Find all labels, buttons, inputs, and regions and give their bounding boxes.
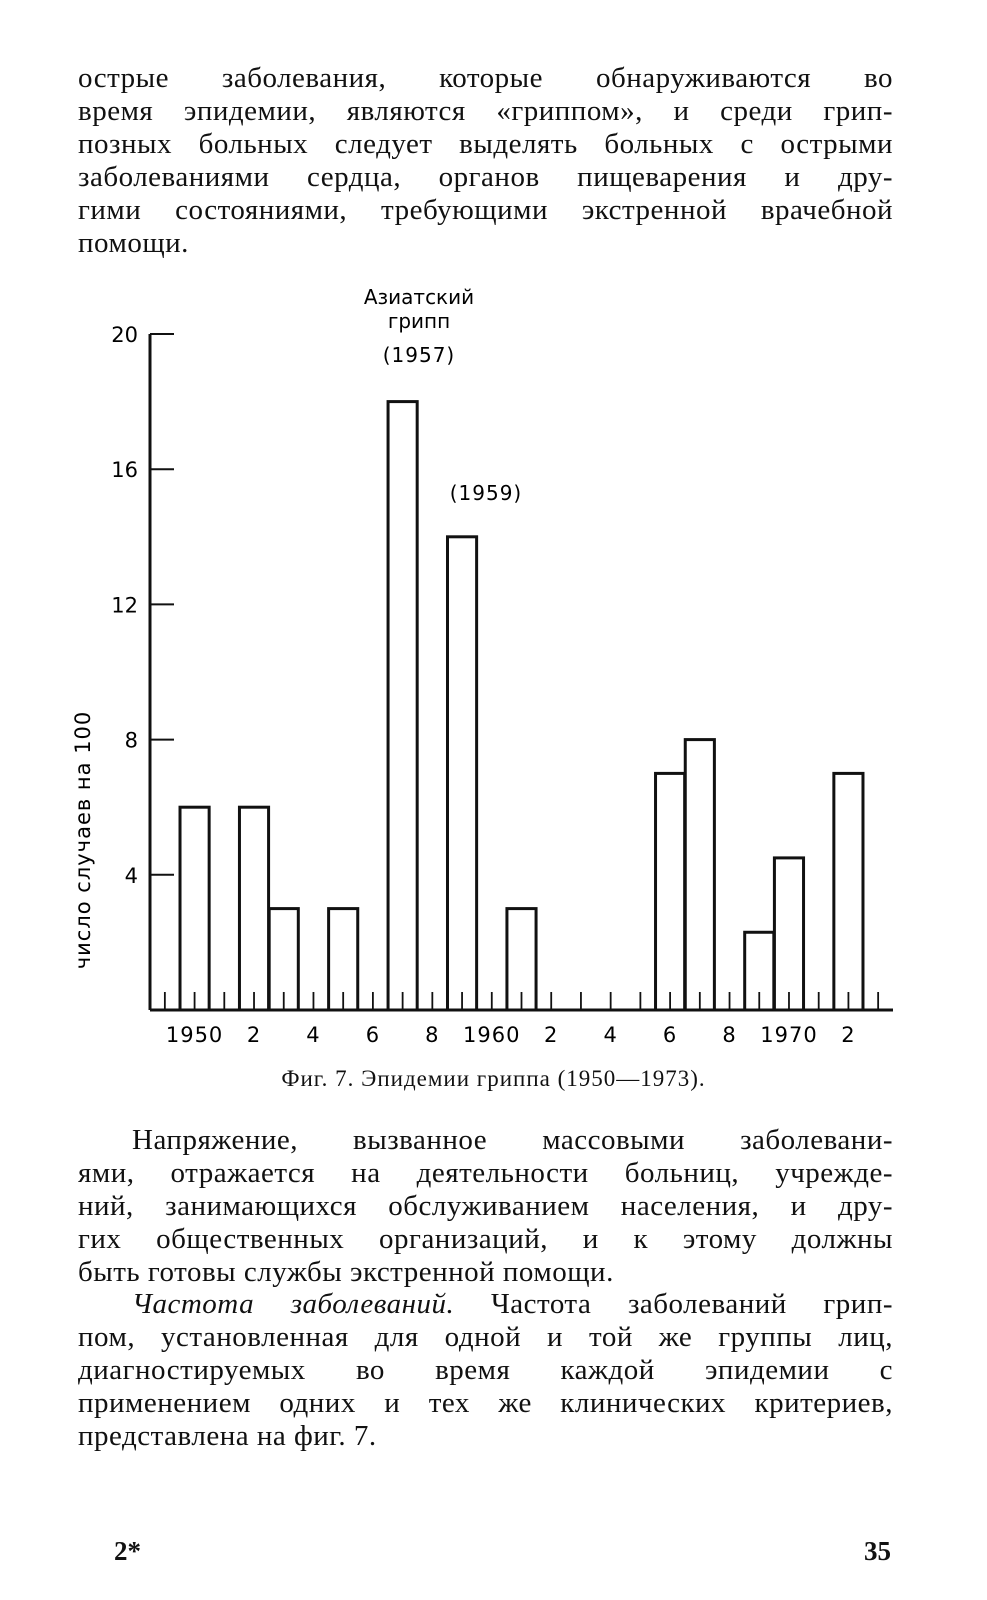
text-line: быть готовы службы экстренной помощи. [78, 1256, 614, 1288]
x-tick-label: 6 [365, 1023, 381, 1047]
annotation-asian-line1: Азиатский [363, 285, 475, 309]
y-tick-label: 16 [111, 458, 138, 483]
text-line: ями, отражается на деятельности больниц, учрежде- [78, 1157, 893, 1189]
paragraph-load [78, 1124, 893, 1289]
epidemic-bar-chart [0, 270, 987, 1070]
y-tick-label: 8 [124, 728, 138, 753]
x-tick-label: 8 [722, 1023, 737, 1047]
text-line: диагностируемых во время каждой эпидемии с [78, 1354, 893, 1386]
bar-1950 [180, 807, 209, 1010]
bar-1972 [834, 773, 863, 1010]
text-line: представлена на фиг. 7. [78, 1420, 377, 1452]
signature-mark: 2* [114, 1536, 141, 1566]
paragraph-intro [78, 62, 893, 260]
text-line: позных больных следует выделять больных с острыми [78, 128, 893, 160]
bar-1959 [447, 537, 476, 1010]
x-tick-label: 1960 [463, 1023, 521, 1047]
text-line [78, 1288, 893, 1321]
x-tick-label: 6 [662, 1023, 678, 1047]
x-tick-label: 2 [841, 1023, 856, 1047]
bar-1957 [388, 402, 417, 1010]
bar-1966 [656, 773, 685, 1010]
y-axis-label: число случаев на 100 [71, 710, 95, 970]
paragraph-frequency [78, 1288, 893, 1453]
bar-1952 [239, 807, 268, 1010]
annotation-1957: (1957) [382, 343, 456, 367]
bar-1970 [774, 858, 803, 1010]
x-tick-label: 2 [246, 1023, 262, 1047]
text-line: гих общественных организаций, и к этому должны [78, 1223, 893, 1255]
text-line: помощи. [78, 227, 189, 259]
text-line: заболеваниями сердца, органов пищеварения и дру- [78, 161, 893, 193]
x-tick-label: 8 [425, 1023, 440, 1047]
text-line: ний, занимающихся обслуживанием населения, и дру- [78, 1190, 893, 1222]
text-line: Напряжение, вызванное массовыми заболевани- [132, 1124, 893, 1156]
italic-lead: Частота заболеваний. [132, 1288, 455, 1320]
text-line: применением одних и тех же клинических критериев, [78, 1387, 893, 1419]
text-line: гими состояниями, требующими экстренной врачебной [78, 194, 893, 226]
y-tick-label: 4 [124, 863, 138, 888]
y-tick-label: 12 [111, 593, 138, 618]
annotation-1959: (1959) [449, 481, 523, 505]
text-fragment: Частота заболеваний грип- [454, 1288, 893, 1320]
bar-1967 [685, 740, 714, 1010]
x-tick-label: 2 [544, 1023, 559, 1047]
text-line: время эпидемии, являются «гриппом», и среди грип- [78, 95, 893, 127]
x-tick-label: 1950 [165, 1023, 224, 1047]
x-tick-label: 4 [603, 1023, 618, 1047]
page-number: 35 [864, 1536, 891, 1566]
annotation-asian-line2: грипп [387, 309, 451, 333]
x-tick-label: 4 [306, 1023, 321, 1047]
text-line: острые заболевания, которые обнаруживаются во [78, 62, 893, 94]
text-line: пом, установленная для одной и той же группы лиц, [78, 1321, 893, 1353]
y-tick-label: 20 [111, 323, 138, 347]
x-tick-label: 1970 [760, 1023, 818, 1047]
figure-caption: Фиг. 7. Эпидемии гриппа (1950—1973). [281, 1066, 706, 1091]
